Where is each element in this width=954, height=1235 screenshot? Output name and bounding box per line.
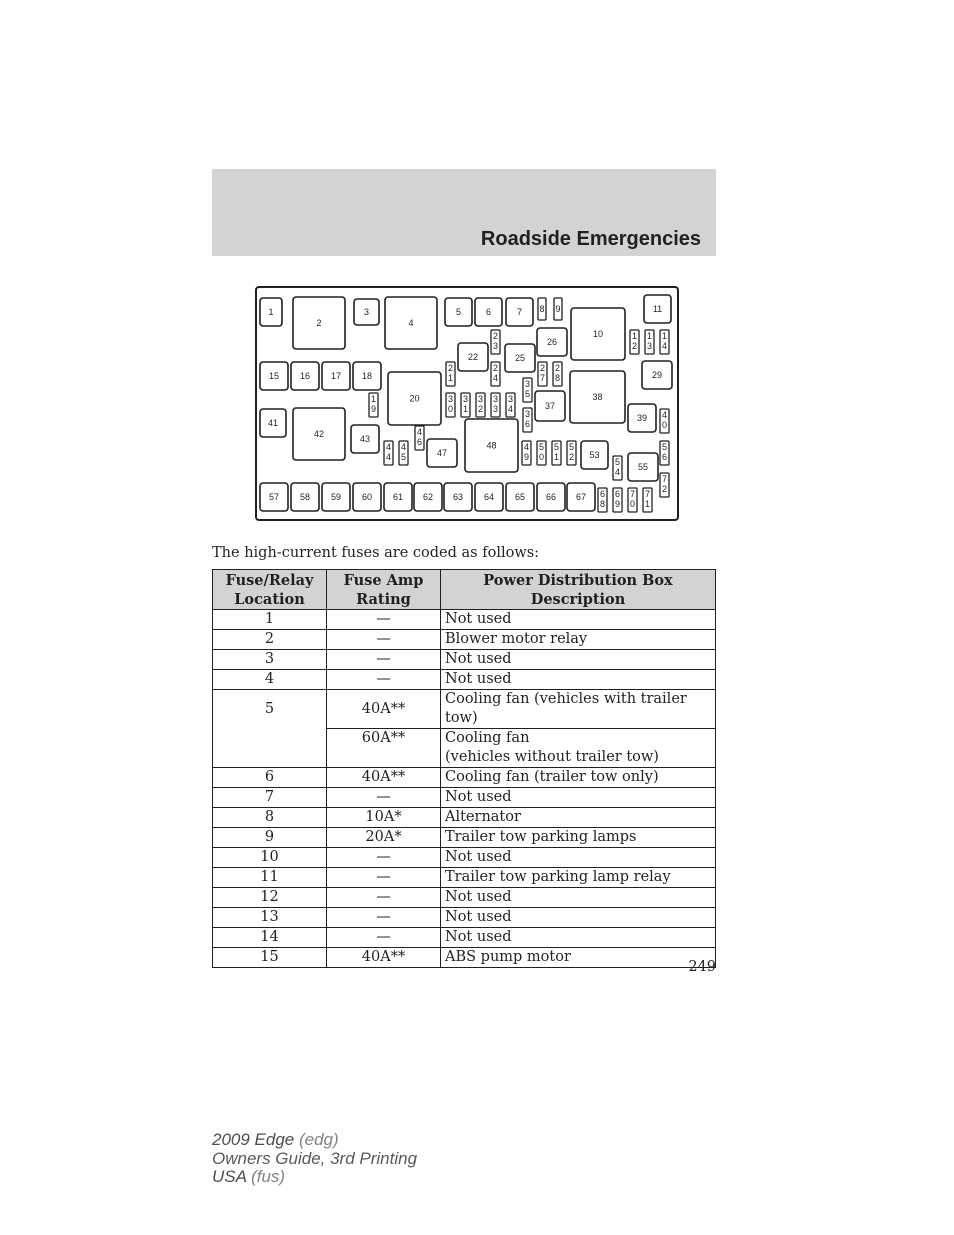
fuse-box-svg	[255, 286, 679, 521]
fuse-49	[522, 441, 531, 465]
cell-rating: 40A**	[327, 768, 441, 788]
fuse-label: 5 2	[568, 442, 575, 462]
intro-text: The high-current fuses are coded as follows:	[212, 545, 540, 561]
cell-rating: 10A*	[327, 808, 441, 828]
fuse-label: 1 3	[646, 331, 653, 351]
page-number: 249	[688, 959, 716, 975]
cell-rating: —	[327, 868, 441, 888]
header-rating	[327, 570, 441, 610]
fuse-68	[598, 488, 607, 512]
fuse-box-diagram	[255, 286, 679, 521]
fuse-45	[399, 441, 408, 465]
fuse-2	[293, 297, 345, 349]
cell-location: 14	[213, 928, 327, 948]
fuse-44	[384, 441, 393, 465]
fuse-label: 39	[636, 413, 648, 423]
fuse-62	[414, 483, 442, 511]
fuse-label: 58	[299, 492, 311, 502]
cell-description	[441, 729, 716, 768]
fuse-23	[491, 330, 500, 354]
fuse-8	[538, 298, 546, 320]
fuse-label: 15	[268, 371, 280, 381]
cell-location: 5	[213, 690, 327, 729]
fuse-64	[475, 483, 503, 511]
section-header-band	[212, 169, 716, 256]
fuse-16	[291, 362, 319, 390]
fuse-label: 11	[652, 304, 663, 314]
fuse-label: 3 6	[524, 409, 531, 429]
fuse-56	[660, 441, 669, 465]
fuse-29	[642, 361, 672, 389]
fuse-42	[293, 408, 345, 460]
fuse-69	[613, 488, 622, 512]
fuse-label: 4 9	[523, 442, 530, 462]
cell-rating: —	[327, 788, 441, 808]
fuse-label: 3 4	[507, 394, 514, 414]
cell-description: Cooling fan (trailer tow only)	[441, 768, 716, 788]
cell-rating: —	[327, 670, 441, 690]
fuse-label: 25	[514, 353, 526, 363]
fuse-label: 62	[422, 492, 434, 502]
table-row	[213, 828, 716, 848]
fuse-label: 1	[268, 307, 274, 317]
table-row	[213, 729, 716, 768]
fuse-label: 26	[546, 337, 558, 347]
cell-location: 11	[213, 868, 327, 888]
cell-description: Not used	[441, 928, 716, 948]
fuse-65	[506, 483, 534, 511]
fuse-4	[385, 297, 437, 349]
cell-description: Not used	[441, 788, 716, 808]
fuse-60	[353, 483, 381, 511]
cell-description: Alternator	[441, 808, 716, 828]
fuse-label: 17	[330, 371, 342, 381]
fuse-label: 38	[592, 392, 603, 402]
fuse-label: 60	[361, 492, 373, 502]
fuse-label: 61	[392, 492, 404, 502]
fuse-label: 6	[485, 307, 492, 317]
fuse-43	[351, 425, 379, 453]
fuse-label: 3 5	[524, 379, 531, 399]
footer-market: USA	[212, 1167, 247, 1186]
fuse-label: 20	[409, 393, 420, 404]
fuse-label: 2	[316, 318, 322, 328]
fuse-14	[660, 330, 669, 354]
table-row	[213, 948, 716, 968]
fuse-3	[354, 299, 379, 325]
fuse-30	[446, 393, 455, 417]
fuse-72	[660, 473, 669, 497]
footer-line2: Owners Guide, 3rd Printing	[212, 1148, 418, 1168]
fuse-12	[630, 330, 639, 354]
cell-description: Cooling fan (vehicles with trailer tow)	[441, 690, 716, 729]
fuse-5	[445, 298, 472, 326]
fuse-label: 5 4	[614, 457, 621, 477]
fuse-24	[491, 362, 500, 386]
fuse-26	[537, 328, 567, 356]
fuse-label: 65	[514, 492, 526, 502]
fuse-label: 8	[539, 304, 545, 314]
table-row	[213, 768, 716, 788]
cell-description: Not used	[441, 650, 716, 670]
fuse-label: 5 1	[553, 442, 560, 462]
section-title: Roadside Emergencies	[480, 228, 701, 250]
table-row	[213, 868, 716, 888]
cell-location: 9	[213, 828, 327, 848]
header-description-line2: Description	[530, 591, 626, 608]
fuse-label: 7	[516, 307, 523, 317]
fuse-label: 5 0	[538, 442, 545, 462]
fuse-table	[212, 569, 716, 968]
cell-location: 8	[213, 808, 327, 828]
cell-location: 13	[213, 908, 327, 928]
fuse-label: 67	[575, 492, 587, 502]
fuse-label: 42	[313, 429, 325, 439]
fuse-11	[644, 295, 671, 323]
table-row	[213, 908, 716, 928]
header-location-line1: Fuse/Relay	[225, 572, 314, 589]
cell-description: Not used	[441, 848, 716, 868]
fuse-54	[613, 456, 622, 480]
cell-rating: 40A**	[327, 690, 441, 729]
cell-description: ABS pump motor	[441, 948, 716, 968]
fuse-21	[446, 362, 455, 386]
header-location-line2: Location	[234, 591, 305, 608]
fuse-label: 4	[408, 318, 414, 328]
fuse-label: 2 4	[492, 363, 499, 383]
fuse-61	[384, 483, 412, 511]
fuse-label: 18	[361, 371, 373, 381]
cell-rating: —	[327, 610, 441, 630]
fuse-58	[291, 483, 319, 511]
fuse-39	[628, 404, 656, 432]
fuse-label: 1 2	[631, 331, 638, 351]
cell-location: 4	[213, 670, 327, 690]
cell-location: 6	[213, 768, 327, 788]
fuse-41	[260, 409, 286, 437]
footer-model-code: (edg)	[298, 1130, 339, 1149]
fuse-63	[444, 483, 472, 511]
fuse-label: 63	[452, 492, 464, 502]
fuse-35	[523, 378, 532, 402]
fuse-label: 9	[555, 304, 561, 314]
table-header-row	[213, 570, 716, 610]
fuse-label: 2 1	[447, 363, 454, 383]
cell-description: Trailer tow parking lamps	[441, 828, 716, 848]
fuse-label: 57	[268, 492, 280, 502]
fuse-label: 3 0	[447, 394, 454, 414]
fuse-17	[322, 362, 350, 390]
fuse-label: 16	[299, 371, 311, 381]
table-row	[213, 650, 716, 670]
fuse-52	[567, 441, 576, 465]
fuse-label: 29	[651, 370, 663, 380]
table-row	[213, 928, 716, 948]
fuse-label: 64	[483, 492, 495, 502]
cell-location: 15	[213, 948, 327, 968]
fuse-55	[628, 453, 658, 481]
footer-market-code: (fus)	[251, 1167, 286, 1186]
fuse-label: 7 1	[644, 489, 651, 509]
fuse-31	[461, 393, 470, 417]
table-row	[213, 610, 716, 630]
fuse-label: 1 4	[661, 331, 668, 351]
fuse-label: 41	[267, 418, 279, 428]
cell-description-line1: Cooling fan	[445, 730, 530, 746]
fuse-20	[388, 372, 441, 425]
fuse-label: 4 4	[385, 442, 392, 462]
fuse-47	[427, 439, 457, 467]
table-row	[213, 808, 716, 828]
cell-description: Not used	[441, 888, 716, 908]
footer	[212, 1131, 417, 1187]
cell-rating: 20A*	[327, 828, 441, 848]
cell-description: Not used	[441, 610, 716, 630]
table-row	[213, 690, 716, 729]
fuse-38	[570, 371, 625, 423]
fuse-label: 5	[455, 307, 462, 317]
cell-description: Not used	[441, 908, 716, 928]
cell-description: Trailer tow parking lamp relay	[441, 868, 716, 888]
fuse-48	[465, 419, 518, 472]
footer-line3	[212, 1168, 417, 1187]
header-rating-line1: Fuse Amp	[343, 572, 424, 589]
cell-rating: —	[327, 630, 441, 650]
cell-rating: —	[327, 928, 441, 948]
fuse-53	[581, 441, 608, 469]
fuse-51	[552, 441, 561, 465]
table-row	[213, 788, 716, 808]
fuse-9	[554, 298, 562, 320]
fuse-label: 59	[330, 492, 342, 502]
fuse-67	[567, 483, 595, 511]
fuse-37	[535, 391, 565, 421]
fuse-13	[645, 330, 654, 354]
cell-location: 12	[213, 888, 327, 908]
cell-rating: 60A**	[327, 729, 441, 768]
fuse-46	[415, 426, 424, 450]
fuse-22	[458, 343, 488, 371]
fuse-label: 7 2	[661, 474, 668, 494]
fuse-label: 55	[637, 462, 649, 472]
fuse-label: 3 3	[492, 394, 499, 414]
cell-rating: —	[327, 908, 441, 928]
fuse-15	[260, 362, 288, 390]
header-description	[441, 570, 716, 610]
fuse-28	[553, 362, 562, 386]
fuse-57	[260, 483, 288, 511]
header-description-line1: Power Distribution Box	[483, 572, 673, 589]
cell-description: Not used	[441, 670, 716, 690]
fuse-label: 4 6	[416, 427, 423, 447]
fuse-7	[506, 298, 533, 326]
fuse-32	[476, 393, 485, 417]
header-location	[213, 570, 327, 610]
table-row	[213, 888, 716, 908]
fuse-label: 7 0	[629, 489, 636, 509]
fuse-label: 5 6	[661, 442, 668, 462]
fuse-label: 3 2	[477, 394, 484, 414]
fuse-40	[660, 409, 669, 433]
fuse-label: 4 5	[400, 442, 407, 462]
fuse-label: 2 7	[539, 363, 546, 383]
table-row	[213, 630, 716, 650]
fuse-66	[537, 483, 565, 511]
cell-rating: 40A**	[327, 948, 441, 968]
cell-location: 10	[213, 848, 327, 868]
fuse-label: 1 9	[370, 394, 377, 414]
fuse-18	[353, 362, 381, 390]
cell-rating: —	[327, 848, 441, 868]
cell-rating: —	[327, 888, 441, 908]
fuse-label: 10	[592, 329, 604, 339]
fuse-label: 3	[363, 307, 370, 317]
fuse-label: 47	[436, 448, 448, 458]
fuse-label: 6 9	[614, 489, 621, 509]
fuse-label: 3 1	[462, 394, 469, 414]
fuse-label: 6 8	[599, 489, 606, 509]
fuse-70	[628, 488, 637, 512]
cell-rating: —	[327, 650, 441, 670]
fuse-36	[523, 408, 532, 432]
fuse-label: 2 8	[554, 363, 561, 383]
fuse-label: 37	[544, 401, 556, 411]
header-rating-line2: Rating	[356, 591, 411, 608]
fuse-71	[643, 488, 652, 512]
fuse-34	[506, 393, 515, 417]
cell-location: 3	[213, 650, 327, 670]
fuse-label: 4 0	[661, 410, 668, 430]
footer-line1	[212, 1131, 417, 1150]
footer-model: 2009 Edge	[212, 1130, 295, 1149]
fuse-33	[491, 393, 500, 417]
fuse-label: 2 3	[492, 331, 499, 351]
fuse-label: 48	[486, 440, 497, 451]
fuse-label: 53	[589, 450, 600, 460]
fuse-10	[571, 308, 625, 360]
cell-location: 1	[213, 610, 327, 630]
cell-location	[213, 729, 327, 768]
fuse-59	[322, 483, 350, 511]
cell-location: 7	[213, 788, 327, 808]
fuse-label: 22	[467, 352, 479, 362]
fuse-label: 66	[545, 492, 557, 502]
fuse-27	[538, 362, 547, 386]
table-row	[213, 848, 716, 868]
cell-location: 2	[213, 630, 327, 650]
fuse-6	[475, 298, 502, 326]
fuse-19	[369, 393, 378, 417]
fuse-50	[537, 441, 546, 465]
cell-description: Blower motor relay	[441, 630, 716, 650]
table-row	[213, 670, 716, 690]
cell-description-line2: (vehicles without trailer tow)	[445, 749, 659, 765]
fuse-label: 43	[359, 434, 371, 444]
fuse-1	[260, 298, 282, 326]
fuse-25	[505, 344, 535, 372]
